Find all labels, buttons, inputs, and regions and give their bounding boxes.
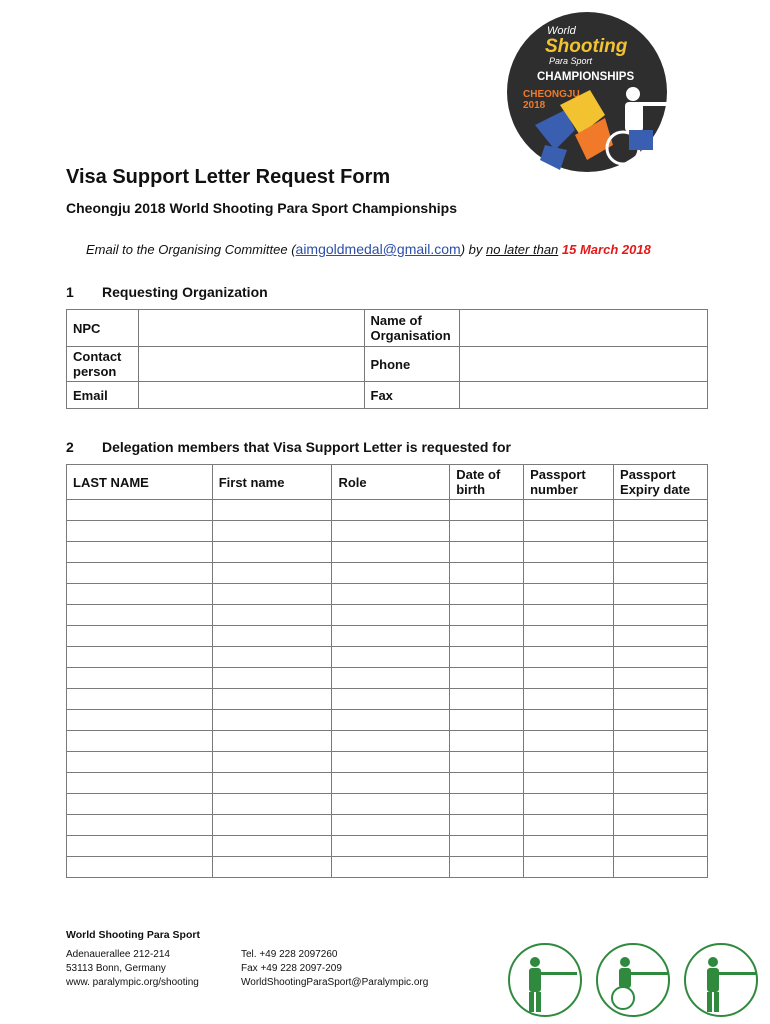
table-row [67, 500, 708, 521]
organising-committee-email-link[interactable]: aimgoldmedal@gmail.com [295, 241, 461, 257]
date-of-birth-cell[interactable] [450, 584, 524, 605]
passport-number-cell[interactable] [524, 731, 614, 752]
passport-expiry-cell[interactable] [614, 731, 708, 752]
npc-label: NPC [67, 310, 139, 347]
table-row [67, 347, 708, 382]
date-of-birth-cell[interactable] [450, 626, 524, 647]
date-of-birth-cell[interactable] [450, 668, 524, 689]
date-of-birth-cell[interactable] [450, 710, 524, 731]
last-name-cell[interactable] [67, 836, 213, 857]
first-name-cell[interactable] [212, 731, 332, 752]
phone-field[interactable] [460, 347, 708, 382]
table-row [67, 689, 708, 710]
passport-expiry-cell[interactable] [614, 752, 708, 773]
wheelchair-shooter-icon [597, 944, 669, 1016]
date-of-birth-cell[interactable] [450, 773, 524, 794]
passport-expiry-cell[interactable] [614, 647, 708, 668]
first-name-cell[interactable] [212, 773, 332, 794]
column-header-date-of-birth: Date of birth [450, 465, 524, 500]
role-cell[interactable] [332, 605, 450, 626]
passport-expiry-cell[interactable] [614, 605, 708, 626]
first-name-cell[interactable] [212, 563, 332, 584]
passport-expiry-cell[interactable] [614, 500, 708, 521]
first-name-cell[interactable] [212, 668, 332, 689]
first-name-cell[interactable] [212, 710, 332, 731]
requesting-organization-table [66, 309, 708, 409]
passport-number-cell[interactable] [524, 584, 614, 605]
first-name-cell[interactable] [212, 584, 332, 605]
first-name-cell[interactable] [212, 815, 332, 836]
table-row [67, 815, 708, 836]
instruction-prefix: Email to the Organising Committee ( [86, 242, 296, 257]
last-name-cell[interactable] [67, 500, 213, 521]
column-header-passport-expiry: Passport Expiry date [614, 465, 708, 500]
date-of-birth-cell[interactable] [450, 815, 524, 836]
date-of-birth-cell[interactable] [450, 542, 524, 563]
footer-tel: Tel. +49 228 2097260 [241, 949, 338, 960]
role-cell[interactable] [332, 731, 450, 752]
passport-expiry-cell[interactable] [614, 584, 708, 605]
passport-number-cell[interactable] [524, 626, 614, 647]
footer-address-line-1: Adenauerallee 212-214 [66, 949, 170, 960]
athlete-icons [505, 940, 760, 1020]
last-name-cell[interactable] [67, 668, 213, 689]
fax-label: Fax [364, 382, 460, 409]
prone-shooter-icon [685, 944, 757, 1016]
date-of-birth-cell[interactable] [450, 836, 524, 857]
passport-expiry-cell[interactable] [614, 668, 708, 689]
footer-email-link[interactable]: WorldShootingParaSport@Paralympic.org [241, 977, 429, 988]
last-name-cell[interactable] [67, 731, 213, 752]
passport-number-cell[interactable] [524, 500, 614, 521]
passport-number-cell[interactable] [524, 773, 614, 794]
submission-instruction [86, 241, 651, 257]
table-row [67, 857, 708, 878]
instruction-middle: ) by [460, 242, 486, 257]
table-row [67, 542, 708, 563]
role-cell[interactable] [332, 836, 450, 857]
last-name-cell[interactable] [67, 584, 213, 605]
first-name-cell[interactable] [212, 626, 332, 647]
role-cell[interactable] [332, 647, 450, 668]
last-name-cell[interactable] [67, 815, 213, 836]
table-row [67, 626, 708, 647]
footer-fax: Fax +49 228 2097-209 [241, 963, 342, 974]
date-of-birth-cell[interactable] [450, 731, 524, 752]
passport-number-cell[interactable] [524, 647, 614, 668]
date-of-birth-cell[interactable] [450, 563, 524, 584]
role-cell[interactable] [332, 710, 450, 731]
date-of-birth-cell[interactable] [450, 857, 524, 878]
table-row [67, 731, 708, 752]
role-cell[interactable] [332, 563, 450, 584]
date-of-birth-cell[interactable] [450, 647, 524, 668]
table-row [67, 752, 708, 773]
last-name-cell[interactable] [67, 857, 213, 878]
organisation-name-field[interactable] [460, 310, 708, 347]
table-header-row [67, 465, 708, 500]
section-2-heading [66, 439, 511, 455]
footer-address-block [66, 948, 199, 990]
column-header-passport-number: Passport number [524, 465, 614, 500]
last-name-cell[interactable] [67, 521, 213, 542]
standing-shooter-icon [509, 944, 581, 1016]
svg-text:Para Sport: Para Sport [549, 56, 593, 66]
role-cell[interactable] [332, 773, 450, 794]
footer-address-line-2: 53113 Bonn, Germany [66, 963, 166, 974]
svg-text:CHAMPIONSHIPS: CHAMPIONSHIPS [537, 71, 635, 83]
championships-logo [505, 10, 705, 180]
last-name-cell[interactable] [67, 794, 213, 815]
passport-number-cell[interactable] [524, 521, 614, 542]
passport-expiry-cell[interactable] [614, 794, 708, 815]
passport-expiry-cell[interactable] [614, 815, 708, 836]
email-label: Email [67, 382, 139, 409]
role-cell[interactable] [332, 668, 450, 689]
svg-text:CHEONGJU: CHEONGJU [523, 89, 580, 100]
svg-text:2018: 2018 [523, 100, 546, 111]
table-row [67, 584, 708, 605]
passport-number-cell[interactable] [524, 605, 614, 626]
last-name-cell[interactable] [67, 605, 213, 626]
column-header-role: Role [332, 465, 450, 500]
section-2-number: 2 [66, 439, 74, 455]
first-name-cell[interactable] [212, 500, 332, 521]
table-row [67, 382, 708, 409]
delegation-table-body [67, 500, 708, 878]
date-of-birth-cell[interactable] [450, 605, 524, 626]
passport-expiry-cell[interactable] [614, 563, 708, 584]
form-subtitle: Cheongju 2018 World Shooting Para Sport Championships [66, 200, 457, 216]
section-2-title: Delegation members that Visa Support Letter is requested for [102, 439, 511, 455]
table-row [67, 710, 708, 731]
passport-expiry-cell[interactable] [614, 521, 708, 542]
role-cell[interactable] [332, 626, 450, 647]
table-row [67, 605, 708, 626]
table-row [67, 836, 708, 857]
first-name-cell[interactable] [212, 836, 332, 857]
column-header-last-name: LAST NAME [67, 465, 213, 500]
fax-field[interactable] [460, 382, 708, 409]
instruction-no-later-than: no later than [486, 242, 559, 257]
footer-contact-block [241, 948, 428, 990]
section-1-title: Requesting Organization [102, 284, 268, 300]
first-name-cell[interactable] [212, 647, 332, 668]
passport-expiry-cell[interactable] [614, 710, 708, 731]
svg-text:Shooting: Shooting [545, 36, 628, 57]
passport-expiry-cell[interactable] [614, 836, 708, 857]
table-row [67, 773, 708, 794]
last-name-cell[interactable] [67, 773, 213, 794]
deadline-date: 15 March 2018 [561, 242, 651, 257]
table-row [67, 563, 708, 584]
date-of-birth-cell[interactable] [450, 521, 524, 542]
date-of-birth-cell[interactable] [450, 794, 524, 815]
column-header-first-name: First name [212, 465, 332, 500]
svg-text:World: World [547, 25, 576, 37]
last-name-cell[interactable] [67, 689, 213, 710]
form-title: Visa Support Letter Request Form [66, 166, 391, 188]
first-name-cell[interactable] [212, 689, 332, 710]
table-row [67, 647, 708, 668]
table-row [67, 794, 708, 815]
passport-number-cell[interactable] [524, 563, 614, 584]
role-cell[interactable] [332, 584, 450, 605]
phone-label: Phone [364, 347, 460, 382]
role-cell[interactable] [332, 689, 450, 710]
contact-person-field[interactable] [138, 347, 364, 382]
passport-number-cell[interactable] [524, 752, 614, 773]
delegation-members-table [66, 464, 708, 878]
passport-number-cell[interactable] [524, 815, 614, 836]
first-name-cell[interactable] [212, 521, 332, 542]
role-cell[interactable] [332, 542, 450, 563]
role-cell[interactable] [332, 752, 450, 773]
passport-number-cell[interactable] [524, 857, 614, 878]
section-1-heading [66, 284, 268, 300]
last-name-cell[interactable] [67, 542, 213, 563]
passport-expiry-cell[interactable] [614, 542, 708, 563]
role-cell[interactable] [332, 794, 450, 815]
first-name-cell[interactable] [212, 752, 332, 773]
contact-person-label: Contact person [67, 347, 139, 382]
footer-org-name: World Shooting Para Sport [66, 929, 200, 941]
passport-number-cell[interactable] [524, 836, 614, 857]
table-row [67, 310, 708, 347]
passport-expiry-cell[interactable] [614, 626, 708, 647]
passport-expiry-cell[interactable] [614, 689, 708, 710]
last-name-cell[interactable] [67, 710, 213, 731]
last-name-cell[interactable] [67, 563, 213, 584]
footer [66, 928, 429, 988]
first-name-cell[interactable] [212, 794, 332, 815]
passport-number-cell[interactable] [524, 710, 614, 731]
passport-expiry-cell[interactable] [614, 773, 708, 794]
first-name-cell[interactable] [212, 857, 332, 878]
date-of-birth-cell[interactable] [450, 752, 524, 773]
date-of-birth-cell[interactable] [450, 500, 524, 521]
passport-expiry-cell[interactable] [614, 857, 708, 878]
last-name-cell[interactable] [67, 647, 213, 668]
last-name-cell[interactable] [67, 752, 213, 773]
passport-number-cell[interactable] [524, 668, 614, 689]
table-row [67, 521, 708, 542]
role-cell[interactable] [332, 500, 450, 521]
first-name-cell[interactable] [212, 605, 332, 626]
role-cell[interactable] [332, 815, 450, 836]
passport-number-cell[interactable] [524, 794, 614, 815]
role-cell[interactable] [332, 857, 450, 878]
organisation-name-label: Name of Organisation [364, 310, 460, 347]
role-cell[interactable] [332, 521, 450, 542]
email-field[interactable] [138, 382, 364, 409]
footer-website-link[interactable]: www. paralympic.org/shooting [66, 977, 199, 988]
npc-field[interactable] [138, 310, 364, 347]
last-name-cell[interactable] [67, 626, 213, 647]
table-row [67, 668, 708, 689]
date-of-birth-cell[interactable] [450, 689, 524, 710]
passport-number-cell[interactable] [524, 542, 614, 563]
passport-number-cell[interactable] [524, 689, 614, 710]
first-name-cell[interactable] [212, 542, 332, 563]
section-1-number: 1 [66, 284, 74, 300]
